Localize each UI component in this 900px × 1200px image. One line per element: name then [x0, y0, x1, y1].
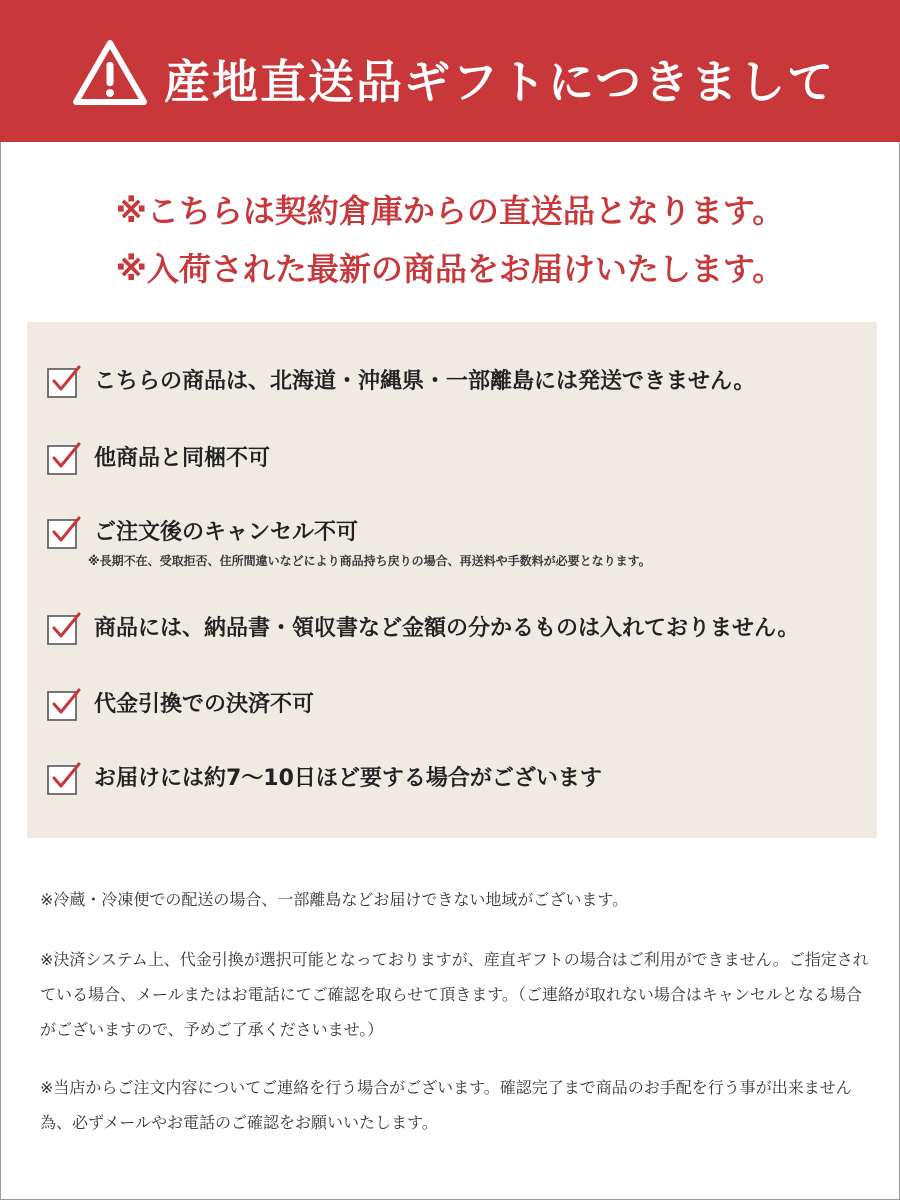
note-payment-system: ※決済システム上、代金引換が選択可能となっておりますが、産直ギフトの場合はご利用ができません。ご指定されている場合、メールまたはお電話にてご確認を取らせて頂きます。（ご連絡が取れない場合はキャンセルとなる場合がございますので、予めご了承くださいませ。）	[40, 950, 869, 1039]
page-title: 産地直送品ギフトにつきまして	[164, 55, 836, 109]
notice-latest-product: ※入荷された最新の商品をお届けいたします。	[115, 250, 785, 288]
checklist-item-label: ご注文後のキャンセル不可	[94, 520, 359, 545]
header-banner	[0, 0, 900, 142]
checklist-item-label: こちらの商品は、北海道・沖縄県・一部離島には発送できません。	[94, 369, 756, 394]
checkbox-checked-icon	[46, 610, 82, 646]
checkbox-checked-icon	[46, 514, 82, 550]
checkbox-checked-icon	[46, 440, 82, 476]
checklist-item-label: 代金引換での決済不可	[94, 692, 315, 717]
checkbox-checked-icon	[46, 686, 82, 722]
cancellation-note: ※長期不在、受取拒否、住所間違いなどにより商品持ち戻りの場合、再送料や手数料が必要となります。	[88, 554, 651, 568]
checklist-item-label: 商品には、納品書・領収書など金額の分かるものは入れておりません。	[94, 616, 800, 641]
notice-direct-shipping: ※こちらは契約倉庫からの直送品となります。	[115, 192, 785, 230]
checkbox-checked-icon	[46, 363, 82, 399]
checklist-item-label: 他商品と同梱不可	[94, 446, 271, 471]
note-refrigerated-delivery: ※冷蔵・冷凍便での配送の場合、一部離島などお届けできない地域がございます。	[40, 890, 629, 909]
checkbox-checked-icon	[46, 760, 82, 796]
warning-triangle-icon	[72, 38, 148, 108]
checklist-item-label: お届けには約7〜10日ほど要する場合がございます	[94, 766, 602, 791]
note-contact-confirmation: ※当店からご注文内容についてご連絡を行う場合がございます。確認完了まで商品のお手配を行う事が出来ません為、必ずメールやお電話のご確認をお願いいたします。	[40, 1078, 852, 1132]
